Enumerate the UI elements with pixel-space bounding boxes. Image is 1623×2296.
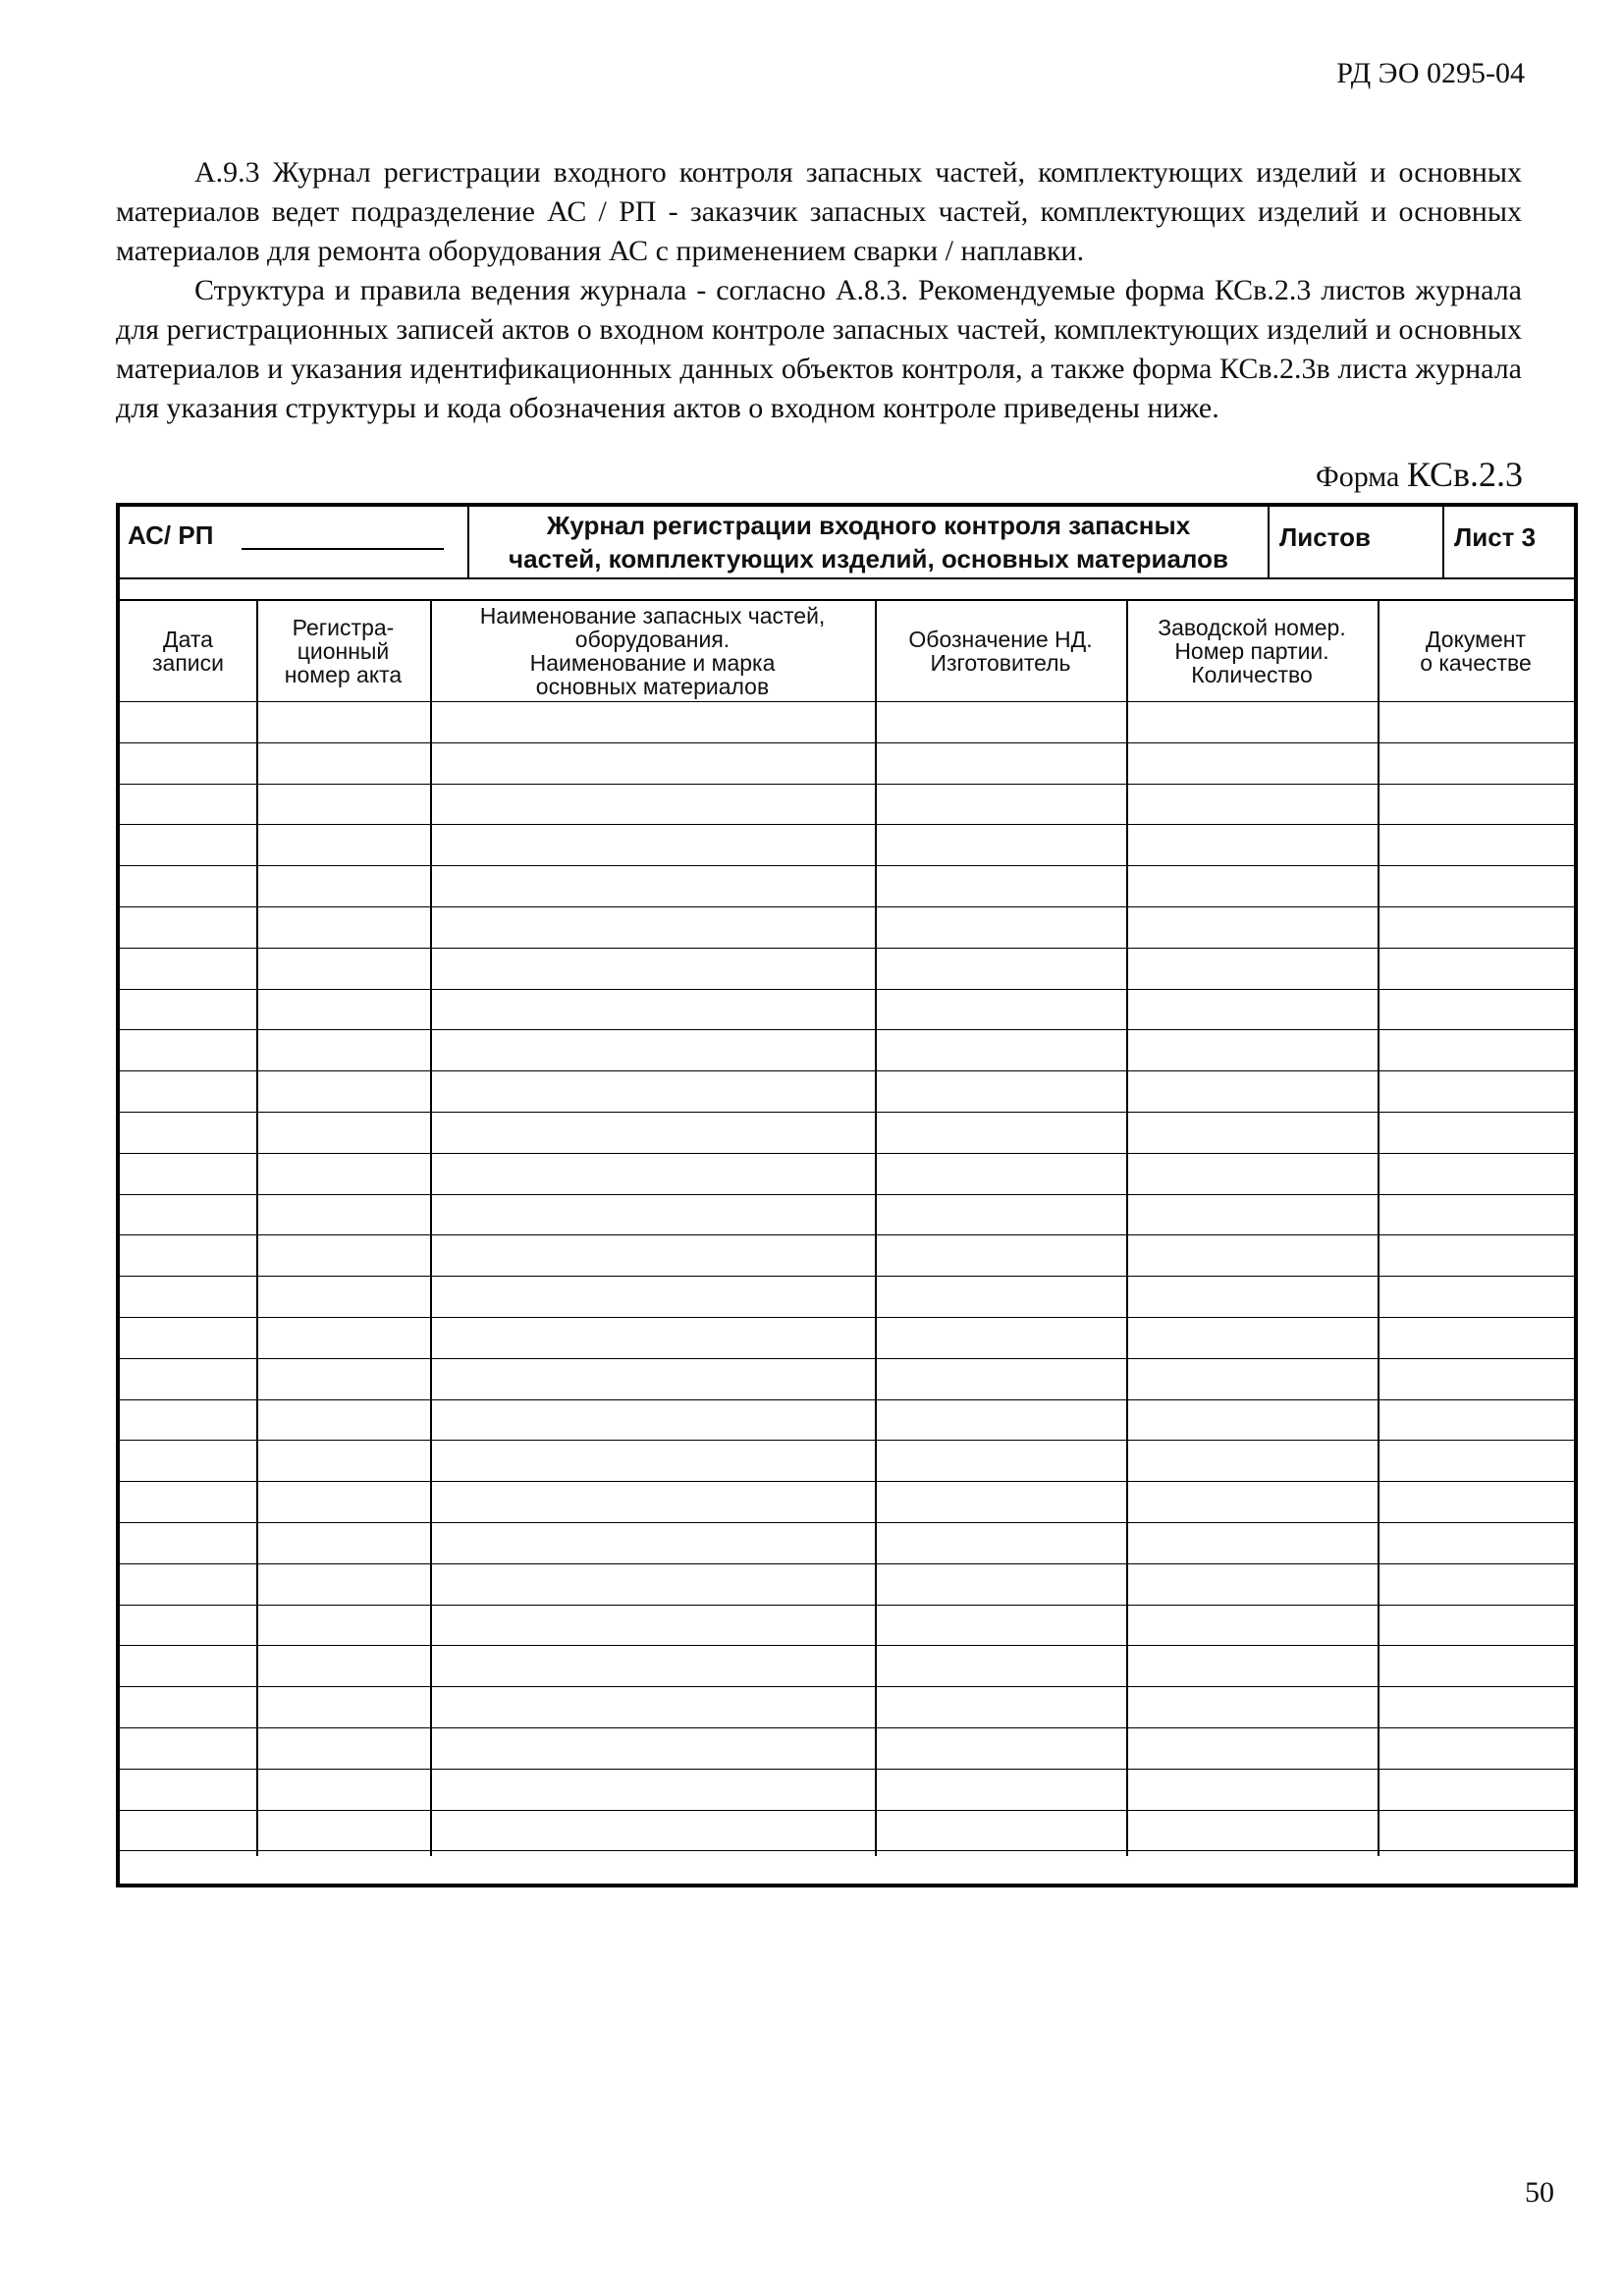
body-text (116, 153, 1522, 428)
form-label-code: КСв.2.3 (1406, 455, 1523, 494)
as-rp-label: АС/ РП (128, 520, 214, 550)
form-label (1316, 454, 1523, 495)
table-row-line (120, 1769, 1574, 1770)
table-row-line (120, 742, 1574, 743)
as-rp-fill-line (242, 548, 444, 550)
table-row-line (120, 1810, 1574, 1811)
col-serial-qty-header: Заводской номер. Номер партии. Количество (1158, 615, 1346, 687)
table-row-line (120, 1358, 1574, 1359)
journal-title-line-2: частей, комплектующих изделий, основных материалов (509, 544, 1228, 574)
table-row-line (120, 1440, 1574, 1441)
form-label-prefix: Форма (1316, 461, 1407, 493)
table-row-line (120, 1563, 1574, 1564)
col-quality-doc-header: Документ о качестве (1420, 627, 1532, 676)
sheet-number-cell (1444, 507, 1574, 577)
column-divider (256, 601, 258, 1856)
column-divider (875, 601, 877, 1856)
table-row-line (120, 1850, 1574, 1851)
table-row-line (120, 1605, 1574, 1606)
table-row-line (120, 824, 1574, 825)
table-row-line (120, 989, 1574, 990)
table-row-line (120, 1194, 1574, 1195)
col-item-name-header: Наименование запасных частей, оборудования. Наименование и марка основных материалов (479, 603, 826, 699)
table-row-line (120, 1522, 1574, 1523)
table-row-line (120, 906, 1574, 907)
table-row-line (120, 1645, 1574, 1646)
page-number: 50 (1525, 2176, 1554, 2209)
table-row-line (120, 1686, 1574, 1687)
form-header-row (120, 507, 1574, 579)
column-divider (1126, 601, 1128, 1856)
column-divider (430, 601, 432, 1856)
table-row-line (120, 784, 1574, 785)
journal-form (116, 503, 1578, 1887)
paragraph-structure: Структура и правила ведения журнала - согласно А.8.3. Рекомендуемые форма КСв.2.3 листов журнала для регистрационных записей актов о входном контроле запасных частей, комплектующих изделий и основных материалов и указания идентификационных данных объектов контроля, а также форма КСв.2.3в листа журнала для указания структуры и кода обозначения актов о входном контроле приведены ниже. (116, 274, 1522, 424)
table-row-line (120, 865, 1574, 866)
document-code: РД ЭО 0295-04 (1336, 57, 1525, 89)
col-nd-maker-header: Обозначение НД. Изготовитель (908, 627, 1093, 676)
sheets-count-cell (1270, 507, 1444, 577)
spacer-row (120, 577, 1574, 601)
column-divider (1378, 601, 1380, 1856)
table-row-line (120, 1029, 1574, 1030)
table-row-line (120, 1317, 1574, 1318)
paragraph-a93: А.9.3 Журнал регистрации входного контроля запасных частей, комплектующих изделий и основных материалов ведет подразделение АС / РП - заказчик запасных частей, комплектующих изделий и основных материалов для ремонта оборудования АС с применением сварки / наплавки. (116, 156, 1522, 267)
journal-title-cell (469, 507, 1270, 577)
as-rp-cell (120, 507, 469, 577)
journal-title-line-1: Журнал регистрации входного контроля запасных (546, 511, 1191, 540)
table-row-line (120, 1727, 1574, 1728)
table-row-line (120, 1153, 1574, 1154)
table-row-line (120, 1276, 1574, 1277)
table-row-line (120, 1112, 1574, 1113)
table-row-line (120, 1234, 1574, 1235)
table-row-line (120, 1481, 1574, 1482)
col-date-header: Дата записи (152, 627, 224, 676)
col-reg-number-header: Регистра- ционный номер акта (284, 615, 403, 687)
table-row-line (120, 1399, 1574, 1400)
sheet-number-label: Лист 3 (1454, 522, 1537, 552)
entries-grid (120, 601, 1574, 1856)
table-row-line (120, 948, 1574, 949)
table-row-line (120, 701, 1574, 702)
table-row-line (120, 1070, 1574, 1071)
sheets-count-label: Листов (1279, 522, 1371, 552)
